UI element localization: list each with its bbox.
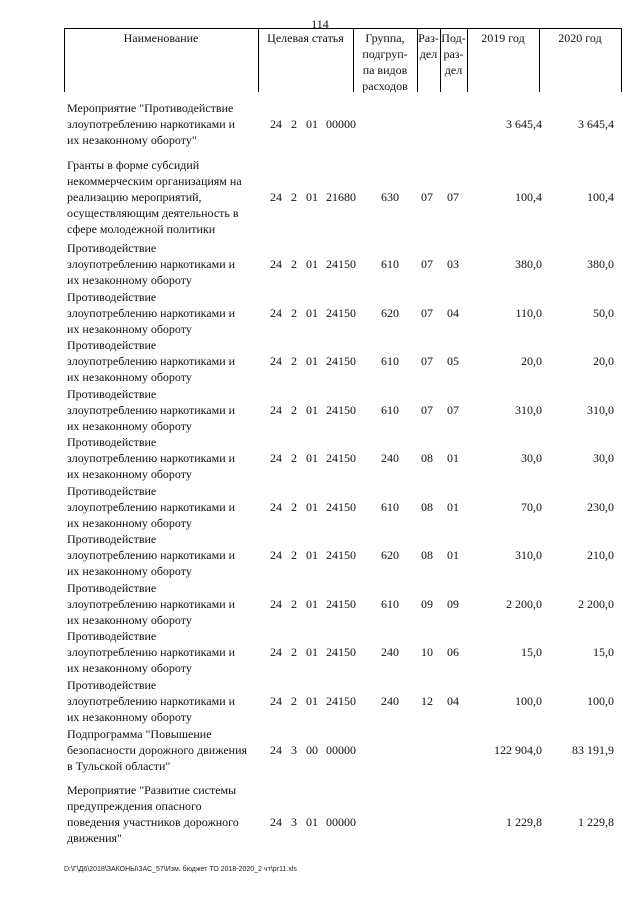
cell-c3: 01 — [306, 257, 318, 271]
cell-y2019: 20,0 — [521, 354, 542, 368]
row-name: Гранты в форме субсидий некоммерческим организациям на реализацию мероприятий, осуществляющим деятельность в сфере молодежной политики — [67, 158, 242, 236]
cell-c3: 01 — [306, 190, 318, 204]
cell-c4: 21680 — [326, 190, 356, 204]
cell-group: 630 — [381, 190, 399, 204]
cell-c2: 2 — [291, 403, 297, 417]
cell-sub: 03 — [447, 257, 459, 271]
cell-c3: 01 — [306, 548, 318, 562]
cell-group: 610 — [381, 403, 399, 417]
row-name: Мероприятие "Развитие системы предупреждения опасного поведения участников дорожного движения" — [67, 783, 239, 845]
row-name: Противодействие злоупотреблению наркотиками и их незаконному обороту — [67, 387, 236, 433]
cell-c3: 01 — [306, 117, 318, 131]
cell-sec: 07 — [421, 403, 433, 417]
cell-y2019: 100,0 — [515, 694, 542, 708]
cell-c3: 01 — [306, 500, 318, 514]
cell-c1: 24 — [270, 597, 282, 611]
cell-c2: 2 — [291, 354, 297, 368]
cell-c4: 00000 — [326, 117, 356, 131]
cell-c3: 00 — [306, 743, 318, 757]
row-name: Противодействие злоупотреблению наркотиками и их незаконному обороту — [67, 484, 236, 530]
cell-c1: 24 — [270, 190, 282, 204]
cell-y2020: 20,0 — [593, 354, 614, 368]
cell-c4: 24150 — [326, 451, 356, 465]
header-name: Наименование — [123, 31, 199, 45]
cell-y2019: 310,0 — [515, 403, 542, 417]
cell-y2019: 30,0 — [521, 451, 542, 465]
cell-y2020: 50,0 — [593, 306, 614, 320]
cell-sec: 10 — [421, 645, 433, 659]
cell-c2: 3 — [291, 815, 297, 829]
cell-c2: 2 — [291, 597, 297, 611]
cell-c3: 01 — [306, 403, 318, 417]
cell-c2: 3 — [291, 743, 297, 757]
row-name: Подпрограмма "Повышение безопасности дорожного движения в Тульской области" — [67, 727, 248, 773]
cell-y2020: 100,0 — [587, 694, 614, 708]
cell-c2: 2 — [291, 117, 297, 131]
cell-sec: 07 — [421, 354, 433, 368]
cell-c2: 2 — [291, 645, 297, 659]
cell-y2019: 3 645,4 — [506, 117, 542, 131]
cell-c2: 2 — [291, 694, 297, 708]
row-name: Противодействие злоупотреблению наркотиками и их незаконному обороту — [67, 435, 236, 481]
cell-c4: 24150 — [326, 548, 356, 562]
file-path-footer: D:\Г\Д6\2018\ЗАКОНЫ\ЗАС_57\Изм. бюджет ТО 2018-2020_2 чт\рг11.xls — [64, 866, 297, 873]
cell-y2019: 15,0 — [521, 645, 542, 659]
table-header — [64, 28, 622, 92]
cell-c4: 24150 — [326, 306, 356, 320]
cell-c1: 24 — [270, 548, 282, 562]
cell-c3: 01 — [306, 815, 318, 829]
cell-c4: 24150 — [326, 354, 356, 368]
cell-c1: 24 — [270, 743, 282, 757]
cell-y2020: 310,0 — [587, 403, 614, 417]
cell-sec: 08 — [421, 451, 433, 465]
cell-c1: 24 — [270, 500, 282, 514]
cell-sec: 07 — [421, 257, 433, 271]
cell-sub: 01 — [447, 548, 459, 562]
header-section: Раз- дел — [418, 31, 439, 61]
cell-sub: 09 — [447, 597, 459, 611]
header-group: Группа, подгруп- па видов расходов — [362, 31, 408, 93]
cell-c4: 00000 — [326, 743, 356, 757]
cell-c1: 24 — [270, 815, 282, 829]
row-name: Противодействие злоупотреблению наркотиками и их незаконному обороту — [67, 290, 236, 336]
cell-y2020: 2 200,0 — [578, 597, 614, 611]
row-name: Противодействие злоупотреблению наркотиками и их незаконному обороту — [67, 532, 236, 578]
cell-c3: 01 — [306, 451, 318, 465]
cell-c3: 01 — [306, 306, 318, 320]
cell-group: 240 — [381, 645, 399, 659]
row-name: Мероприятие "Противодействие злоупотреблению наркотиками и их незаконному обороту" — [67, 101, 236, 147]
cell-y2020: 1 229,8 — [578, 815, 614, 829]
cell-c1: 24 — [270, 403, 282, 417]
cell-y2019: 380,0 — [515, 257, 542, 271]
cell-group: 610 — [381, 354, 399, 368]
cell-c1: 24 — [270, 645, 282, 659]
cell-y2020: 83 191,9 — [572, 743, 614, 757]
cell-y2020: 15,0 — [593, 645, 614, 659]
row-name: Противодействие злоупотреблению наркотиками и их незаконному обороту — [67, 241, 236, 287]
cell-y2019: 2 200,0 — [506, 597, 542, 611]
cell-sub: 04 — [447, 306, 459, 320]
cell-group: 610 — [381, 500, 399, 514]
cell-sec: 07 — [421, 306, 433, 320]
cell-y2019: 310,0 — [515, 548, 542, 562]
cell-sub: 06 — [447, 645, 459, 659]
cell-c2: 2 — [291, 451, 297, 465]
header-2019: 2019 год — [481, 31, 525, 45]
cell-c1: 24 — [270, 694, 282, 708]
cell-c3: 01 — [306, 694, 318, 708]
cell-c1: 24 — [270, 306, 282, 320]
cell-sub: 01 — [447, 500, 459, 514]
cell-sec: 08 — [421, 500, 433, 514]
cell-c4: 24150 — [326, 597, 356, 611]
cell-y2019: 70,0 — [521, 500, 542, 514]
header-2020: 2020 год — [558, 31, 602, 45]
cell-y2020: 3 645,4 — [578, 117, 614, 131]
cell-sec: 12 — [421, 694, 433, 708]
cell-c3: 01 — [306, 597, 318, 611]
cell-sub: 07 — [447, 403, 459, 417]
cell-sub: 01 — [447, 451, 459, 465]
cell-c4: 24150 — [326, 257, 356, 271]
cell-sub: 04 — [447, 694, 459, 708]
cell-c2: 2 — [291, 257, 297, 271]
cell-c2: 2 — [291, 500, 297, 514]
cell-y2019: 110,0 — [515, 306, 542, 320]
cell-c1: 24 — [270, 451, 282, 465]
cell-c2: 2 — [291, 306, 297, 320]
cell-sub: 05 — [447, 354, 459, 368]
row-name: Противодействие злоупотреблению наркотиками и их незаконному обороту — [67, 678, 236, 724]
cell-group: 620 — [381, 306, 399, 320]
cell-group: 240 — [381, 451, 399, 465]
cell-c4: 24150 — [326, 403, 356, 417]
cell-group: 610 — [381, 257, 399, 271]
cell-group: 240 — [381, 694, 399, 708]
cell-group: 610 — [381, 597, 399, 611]
cell-y2020: 380,0 — [587, 257, 614, 271]
cell-c2: 2 — [291, 190, 297, 204]
row-name: Противодействие злоупотреблению наркотиками и их незаконному обороту — [67, 338, 236, 384]
cell-sec: 09 — [421, 597, 433, 611]
cell-y2019: 100,4 — [515, 190, 542, 204]
cell-group: 620 — [381, 548, 399, 562]
cell-c4: 24150 — [326, 645, 356, 659]
cell-y2020: 210,0 — [587, 548, 614, 562]
header-subsection: Под- раз- дел — [441, 31, 466, 77]
cell-c2: 2 — [291, 548, 297, 562]
row-name: Противодействие злоупотреблению наркотиками и их незаконному обороту — [67, 629, 236, 675]
cell-y2020: 100,4 — [587, 190, 614, 204]
cell-c1: 24 — [270, 354, 282, 368]
page-number: 114 — [311, 17, 329, 31]
cell-sec: 07 — [421, 190, 433, 204]
cell-c4: 00000 — [326, 815, 356, 829]
cell-c3: 01 — [306, 645, 318, 659]
cell-c3: 01 — [306, 354, 318, 368]
cell-sub: 07 — [447, 190, 459, 204]
cell-y2019: 122 904,0 — [494, 743, 542, 757]
cell-y2020: 30,0 — [593, 451, 614, 465]
cell-y2019: 1 229,8 — [506, 815, 542, 829]
cell-c1: 24 — [270, 117, 282, 131]
cell-c4: 24150 — [326, 694, 356, 708]
cell-c1: 24 — [270, 257, 282, 271]
row-name: Противодействие злоупотреблению наркотиками и их незаконному обороту — [67, 581, 236, 627]
cell-c4: 24150 — [326, 500, 356, 514]
cell-sec: 08 — [421, 548, 433, 562]
header-target: Целевая статья — [267, 31, 344, 45]
cell-y2020: 230,0 — [587, 500, 614, 514]
